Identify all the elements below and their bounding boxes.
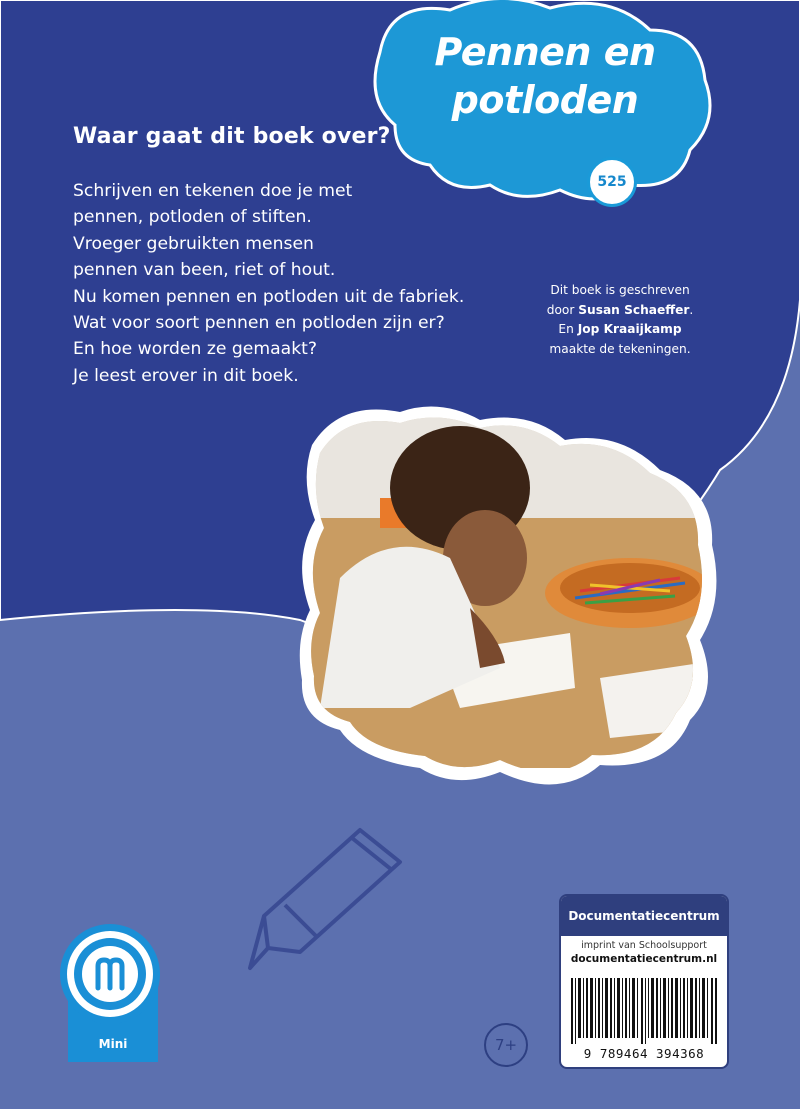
publisher-name: Documentatiecentrum	[561, 896, 727, 936]
blurb-line: Vroeger gebruikten mensen	[73, 233, 314, 254]
barcode-icon	[571, 978, 719, 1044]
title-line-2: potloden	[451, 78, 639, 122]
credits-door-prefix: door	[546, 302, 579, 317]
author-suffix: .	[689, 302, 694, 317]
book-title	[410, 28, 680, 124]
credits-line-3	[520, 320, 720, 340]
blurb-line: pennen van been, riet of hout.	[73, 260, 336, 281]
blurb-line: Schrijven en tekenen doe je met	[73, 181, 353, 201]
level-label: Mini	[98, 1037, 128, 1051]
blurb-text	[73, 178, 464, 389]
blurb-line: Nu komen pennen en potloden uit de fabriek.	[73, 286, 465, 307]
credits-line-1: Dit boek is geschreven	[550, 283, 690, 297]
credits-line-4: maakte de tekeningen.	[549, 341, 691, 356]
blurb-line: Wat voor soort pennen en potloden zijn er?	[73, 313, 445, 334]
credits	[520, 281, 720, 359]
series-number-badge: 525	[587, 157, 637, 207]
title-line-1: Pennen en	[434, 30, 656, 74]
blurb-line: Je leest erover in dit boek.	[73, 365, 299, 386]
age-badge: 7+	[484, 1023, 528, 1067]
publisher-imprint: imprint van Schoolsupport	[581, 940, 707, 951]
isbn-number: 9 789464 394368	[583, 1046, 705, 1061]
credits-line-2	[520, 301, 720, 321]
publisher-website: documentatiecentrum.nl	[570, 953, 718, 965]
illustrator-name: Jop Kraaijkamp	[577, 322, 682, 336]
blurb-line: En hoe worden ze gemaakt?	[73, 339, 318, 360]
author-name: Susan Schaeffer	[578, 302, 690, 317]
credits-en-prefix: En	[558, 322, 578, 336]
pencil-outline-icon	[250, 830, 400, 968]
child-drawing-photo	[300, 408, 720, 768]
blurb-line: pennen, potloden of stiften.	[73, 207, 312, 228]
blurb-heading: Waar gaat dit boek over?	[73, 124, 391, 149]
barcode-panel	[559, 894, 729, 1069]
